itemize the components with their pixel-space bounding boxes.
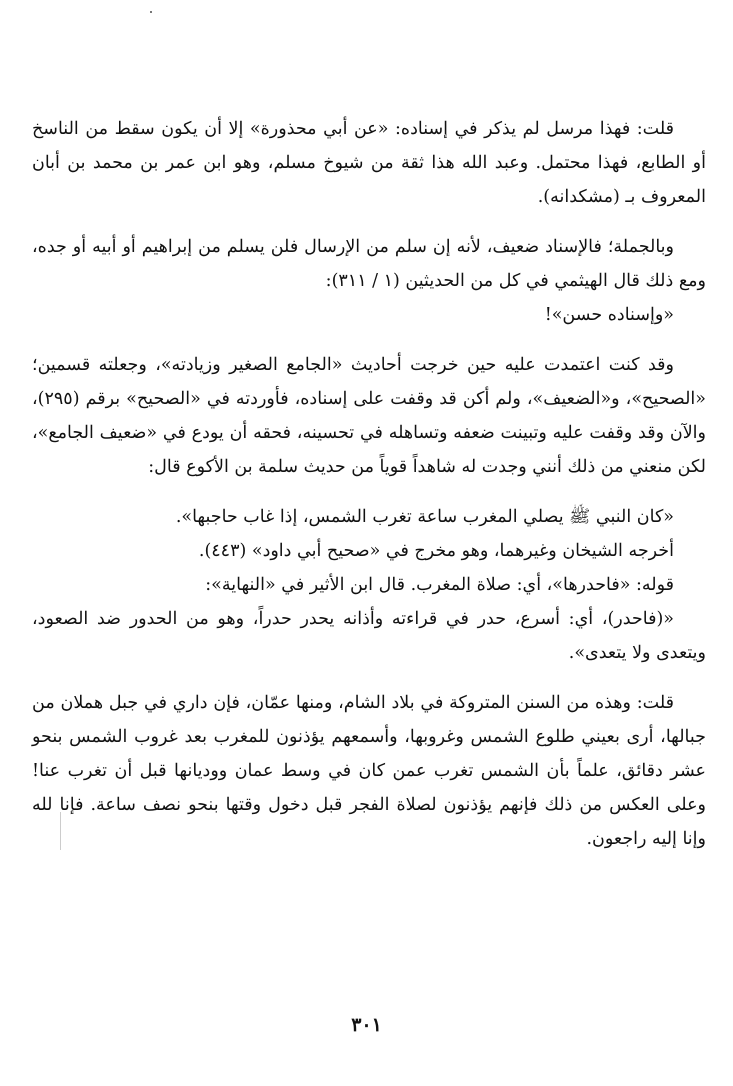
scan-speck bbox=[150, 11, 152, 13]
quote-haythami: «وإسناده حسن»! bbox=[544, 305, 674, 325]
paragraph-isnad-weak: وبالجملة؛ فالإسناد ضعيف، لأنه إن سلم من الإرسال فلن يسلم من إبراهيم أو أبيه أو جده، ومع ذلك قال الهيثمي في كل من الحديثين (١ / ٣١١): bbox=[32, 237, 706, 291]
hadith-salamah: «كان النبي ﷺ يصلي المغرب ساعة تغرب الشمس، إذا غاب حاجبها». bbox=[175, 507, 674, 527]
paragraph-sunnah-matrukah: قلت: وهذه من السنن المتروكة في بلاد الشام، ومنها عمّان، فإن داري في جبل هملان من جبالها، أرى بعيني طلوع الشمس وغروبها، وأسمعهم يؤذنون للمغرب بعد غروب الشمس بنحو عشر دقائق، علماً بأن الشمس تغرب عمن كان في وسط عمان ووديانها قبل أن تغرب عنا! وعلى العكس من ذلك فإنهم يؤذنون لصلاة الفجر قبل دخول وقتها بنحو نصف ساعة. فإنا لله وإنا إليه راجعون. bbox=[32, 693, 706, 849]
paragraph-mursal-note: قلت: فهذا مرسل لم يذكر في إسناده: «عن أبي محذورة» إلا أن يكون سقط من الناسخ أو الطابع، فهذا محتمل. وعبد الله هذا ثقة من شيوخ مسلم، وهو ابن عمر بن محمد بن أبان المعروف بـ (مشكدانه). bbox=[32, 119, 706, 207]
paragraph-jami-saghir: وقد كنت اعتمدت عليه حين خرجت أحاديث «الجامع الصغير وزيادته»، وجعلته قسمين؛ «الصحيح»، و«الضعيف»، ولم أكن قد وقفت على إسناده، فأوردته في «الصحيح» برقم (٢٩٥)، والآن وقد وقفت عليه وتبينت ضعفه وتساهله في تحسينه، فحقه أن يودع في «ضعيف الجامع»، لكن منعني من ذلك أنني وجدت له شاهداً قوياً من حديث سلمة بن الأكوع قال: bbox=[32, 355, 706, 477]
quote-nihayah: «(فاحدر)، أي: أسرع، حدر في قراءته وأذانه يحدر حدراً، وهو من الحدور ضد الصعود، ويتعدى ولا يتعدى». bbox=[32, 609, 706, 663]
takhrij-note: أخرجه الشيخان وغيرهما، وهو مخرج في «صحيح أبي داود» (٤٤٣). bbox=[198, 541, 674, 561]
page-number: ٣٠١ bbox=[351, 1014, 382, 1036]
qawluhu-fahdurha: قوله: «فاحدرها»، أي: صلاة المغرب. قال ابن الأثير في «النهاية»: bbox=[205, 575, 674, 595]
body-text bbox=[32, 112, 706, 872]
